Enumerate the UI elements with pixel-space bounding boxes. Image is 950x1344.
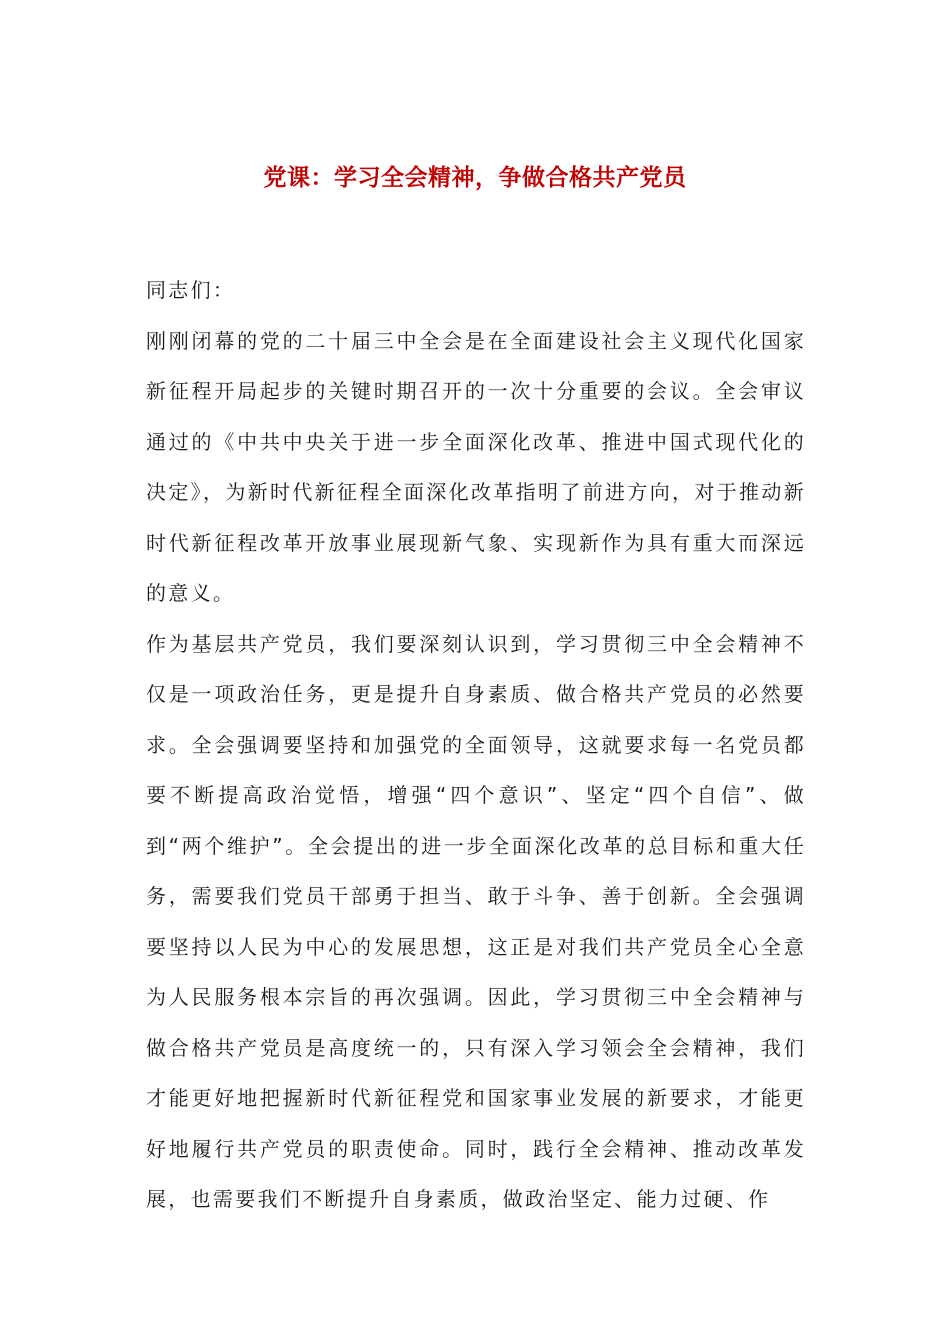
document-body xyxy=(146,265,806,1225)
salutation: 同志们： xyxy=(146,278,236,302)
paragraph-1: 刚刚闭幕的党的二十届三中全会是在全面建设社会主义现代化国家新征程开局起步的关键时期召开的一次十分重要的会议。全会审议通过的《中共中央关于进一步全面深化改革、推进中国式现代化的决定》，为新时代新征程全面深化改革指明了前进方向，对于推动新时代新征程改革开放事业展现新气象、实现新作为具有重大而深远的意义。 xyxy=(146,328,806,605)
document-title: 党课：学习全会精神，争做合格共产党员 xyxy=(263,165,687,191)
paragraph-2: 作为基层共产党员，我们要深刻认识到，学习贯彻三中全会精神不仅是一项政治任务，更是提升自身素质、做合格共产党员的必然要求。全会强调要坚持和加强党的全面领导，这就要求每一名党员都要不断提高政治觉悟，增强“四个意识”、坚定“四个自信”、做到“两个维护”。全会提出的进一步全面深化改革的总目标和重大任务，需要我们党员干部勇于担当、敢于斗争、善于创新。全会强调要坚持以人民为中心的发展思想，这正是对我们共产党员全心全意为人民服务根本宗旨的再次强调。因此，学习贯彻三中全会精神与做合格共产党员是高度统一的，只有深入学习领会全会精神，我们才能更好地把握新时代新征程党和国家事业发展的新要求，才能更好地履行共产党员的职责使命。同时，践行全会精神、推动改革发展，也需要我们不断提升自身素质，做政治坚定、能力过硬、作 xyxy=(146,631,806,1211)
